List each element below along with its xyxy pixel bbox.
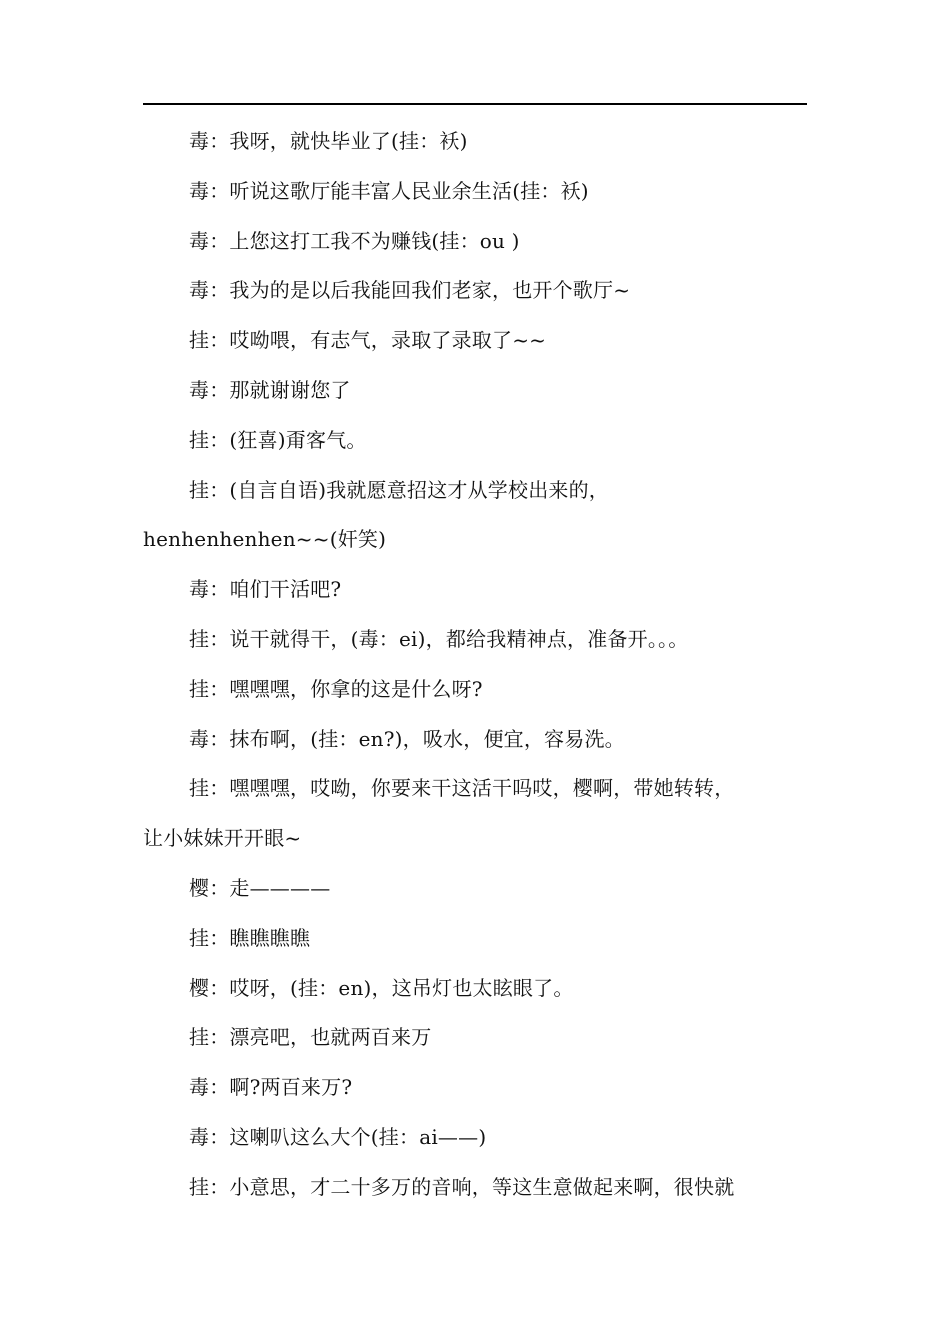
text-line: 毒：这喇叭这么大个(挂：ai——) [189, 1124, 487, 1149]
text-line: 毒：上您这打工我不为赚钱(挂：ou ) [189, 228, 520, 253]
document-body [143, 117, 807, 1213]
text-line: 挂：嘿嘿嘿，你拿的这是什么呀? [189, 676, 483, 701]
text-line: 毒：听说这歌厅能丰富人民业余生活(挂：袄) [189, 178, 589, 203]
text-line: 挂：(狂喜)甭客气。 [189, 427, 367, 452]
text-line: 樱：哎呀，(挂：en)，这吊灯也太眩眼了。 [189, 975, 574, 1000]
text-line: 毒：啊?两百来万? [189, 1075, 353, 1100]
text-line: 毒：我呀，就快毕业了(挂：袄) [189, 129, 468, 153]
text-line: 挂：哎呦喂，有志气，录取了录取了~~ [189, 328, 547, 353]
text-line: 毒：那就谢谢您了 [189, 377, 351, 402]
header-rule [143, 103, 807, 105]
text-line: 挂：瞧瞧瞧瞧 [189, 925, 311, 950]
text-line: 毒：咱们干活吧? [189, 577, 342, 602]
text-line: 樱：走———— [189, 875, 331, 900]
text-line: 毒：我为的是以后我能回我们老家，也开个歌厅~ [189, 278, 631, 303]
text-line: 挂：(自言自语)我就愿意招这才从学校出来的， [189, 477, 610, 502]
text-line: 挂：漂亮吧，也就两百来万 [189, 1025, 432, 1050]
text-line: 毒：抹布啊，(挂：en?)，吸水，便宜，容易洗。 [189, 726, 625, 751]
text-line-continuation: 让小妹妹开开眼~ [143, 826, 302, 851]
text-line: 挂：说干就得干，(毒：ei)，都给我精神点，准备开。。。 [189, 626, 689, 651]
text-line: 挂：小意思，才二十多万的音响，等这生意做起来啊，很快就 [189, 1174, 735, 1199]
text-line-continuation: henhenhenhen~~(奸笑) [143, 527, 387, 552]
text-line: 挂：嘿嘿嘿，哎呦，你要来干这活干吗哎，樱啊，带她转转， [189, 776, 735, 801]
